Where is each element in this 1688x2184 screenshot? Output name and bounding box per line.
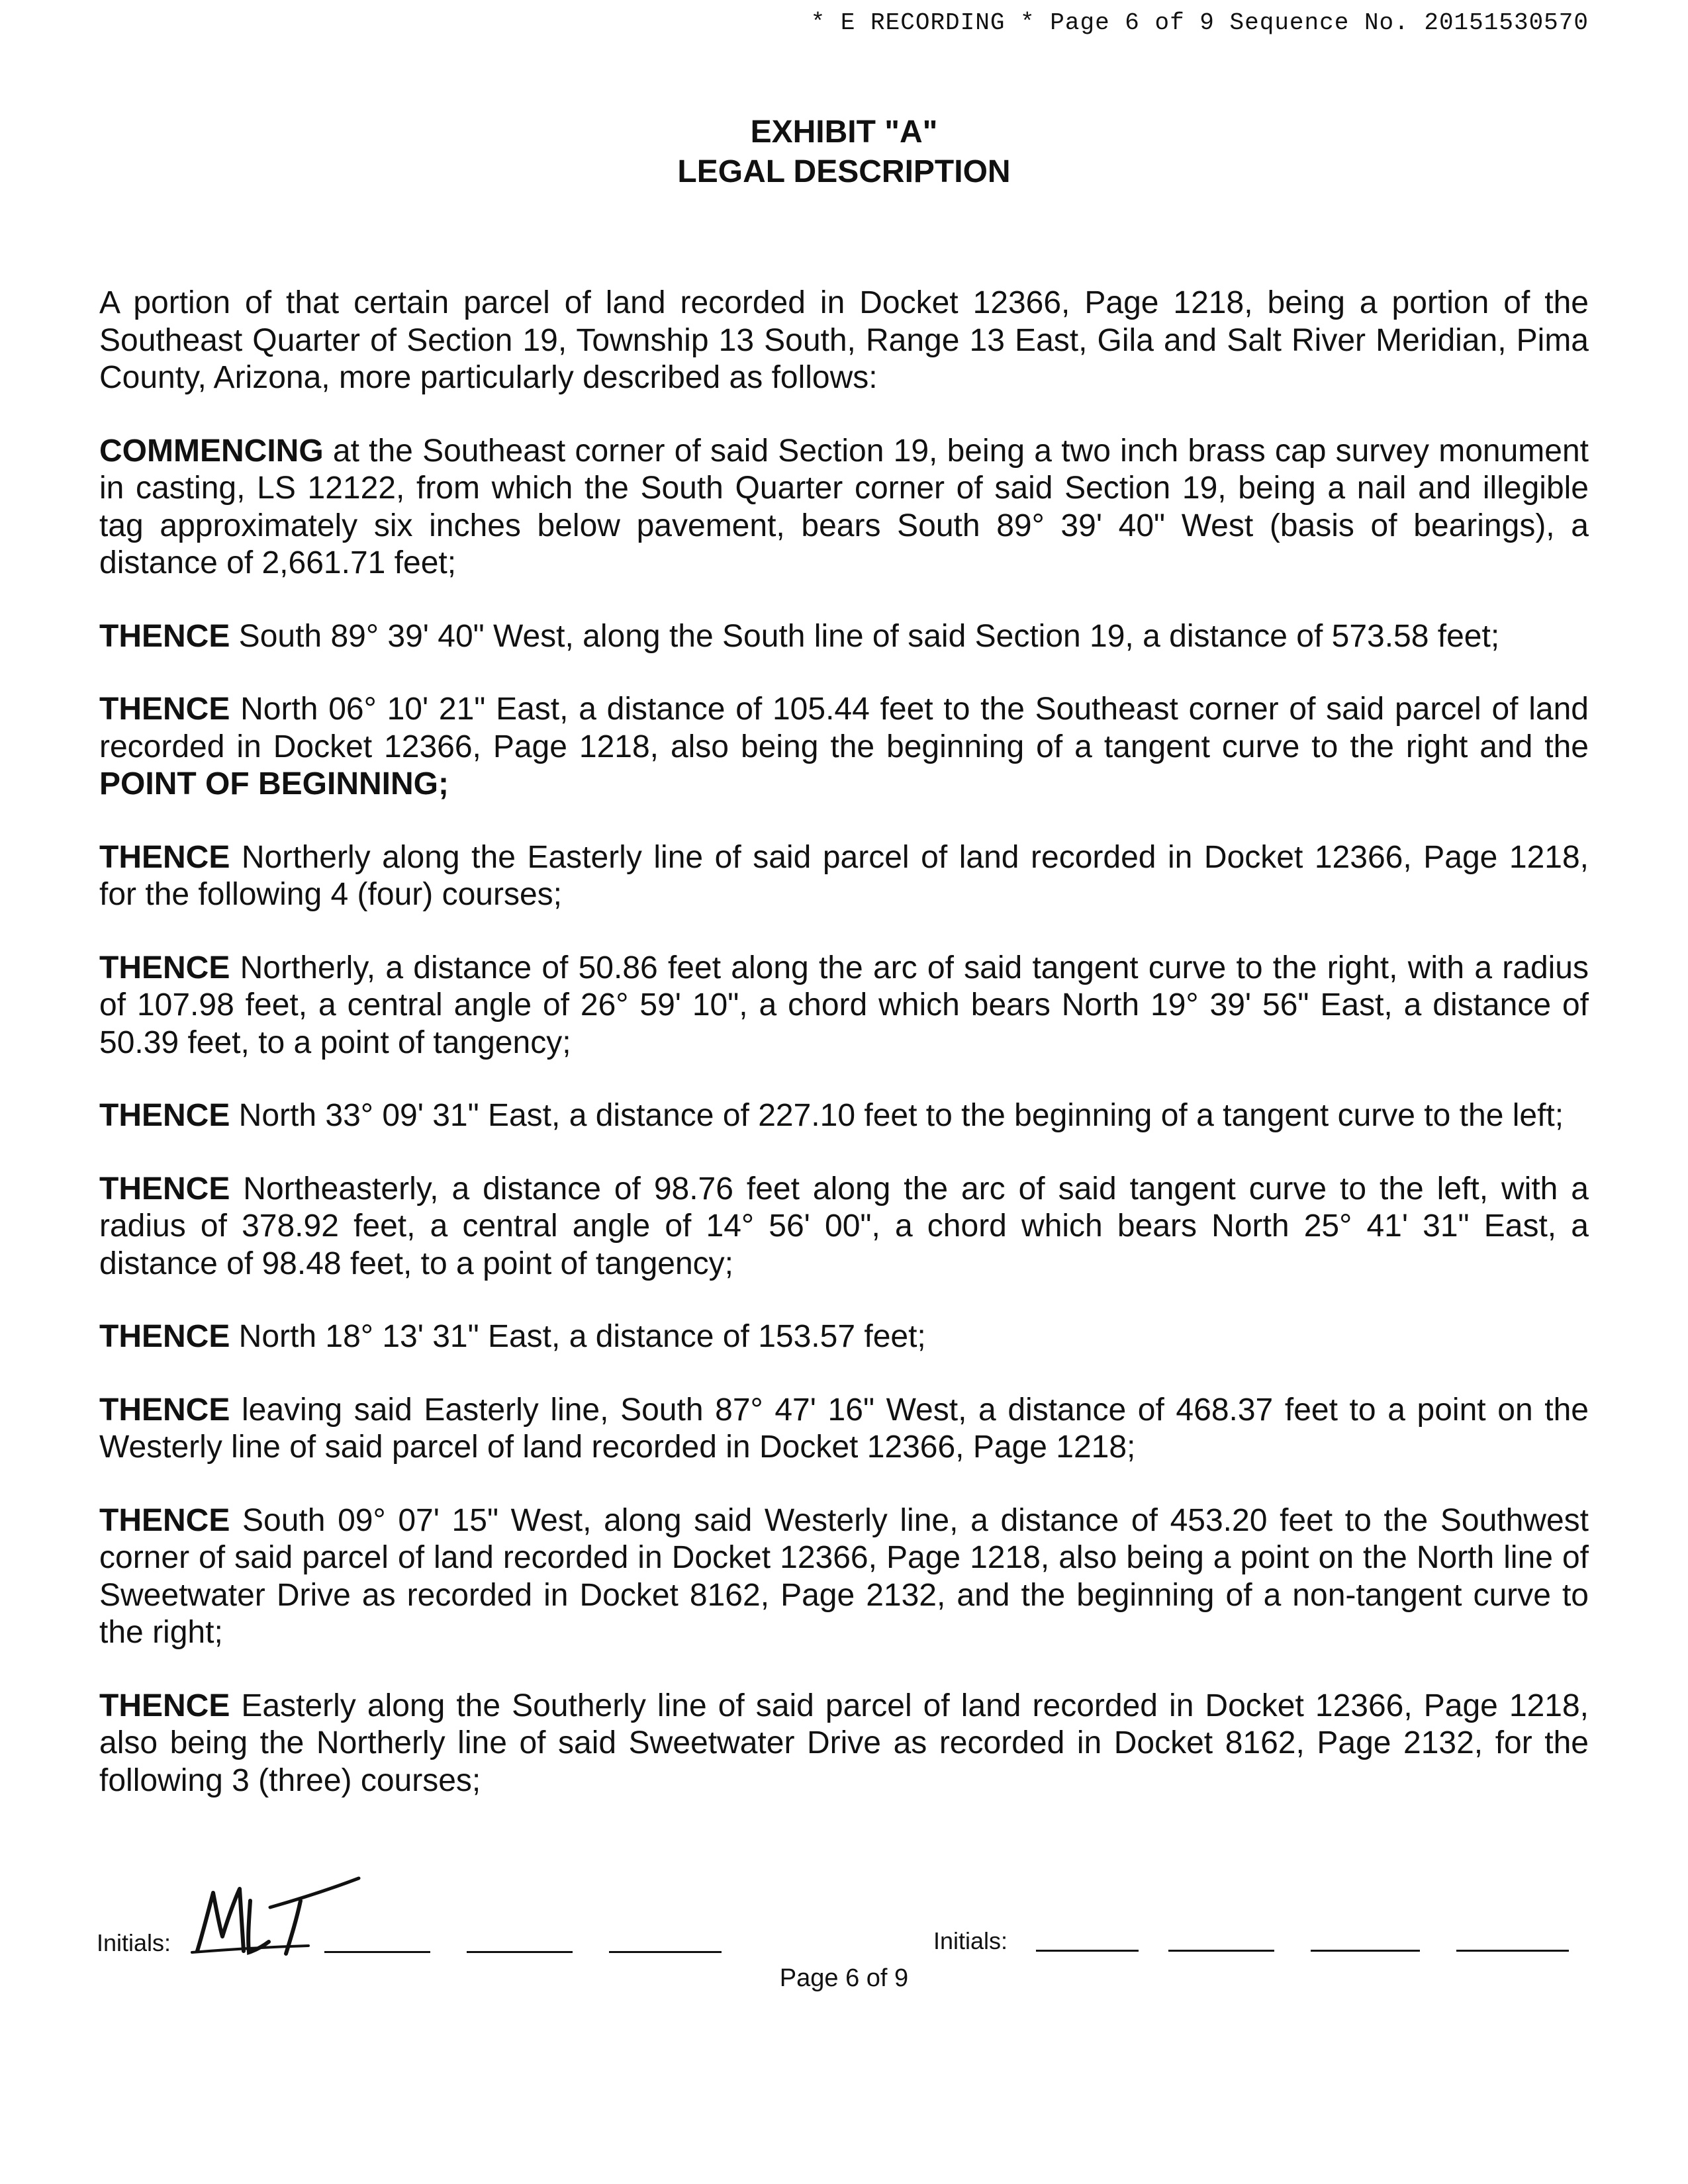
initials-blank[interactable] [1168,1950,1274,1952]
paragraph-text: at the Southeast corner of said Section 19, being a two inch brass cap survey monument in casting, LS 12122, from which the South Quarter corner of said Section 19, being a nail and illegible tag approximately six inches below pavement, bears South 89° 39' 40" West (basis of bearings), a distance of 2,661.71 feet; [99,433,1589,580]
page-footer [0,1853,1688,2025]
paragraph [99,839,1589,914]
exhibit-title-block [0,113,1688,192]
paragraph-lead: THENCE [99,1319,230,1354]
paragraph-lead: THENCE [99,618,230,654]
paragraph-text: Northerly, a distance of 50.86 feet along the arc of said tangent curve to the right, with a radius of 107.98 feet, a central angle of 26° 59' 10", a chord which bears North 19° 39' 56" East, a distance of 50.39 feet, to a point of tangency; [99,950,1589,1060]
paragraph [99,1392,1589,1467]
paragraph [99,950,1589,1062]
initials-label-left: Initials: [97,1929,171,1956]
paragraph-text: Easterly along the Southerly line of said parcel of land recorded in Docket 12366, Page 1218, also being the Northerly line of said Sweetwater Drive as recorded in Docket 8162, Page 2132, for the following 3 (three) courses; [99,1688,1589,1798]
paragraph-lead: THENCE [99,839,230,875]
paragraph-text: North 33° 09' 31" East, a distance of 227.10 feet to the beginning of a tangent curve to the left; [230,1098,1564,1133]
recording-header: * E RECORDING * Page 6 of 9 Sequence No. 20151530570 [810,9,1589,36]
exhibit-title: EXHIBIT "A" [750,114,938,150]
paragraph-text: Northerly along the Easterly line of said parcel of land recorded in Docket 12366, Page 1218, for the following 4 (four) courses; [99,839,1589,912]
initials-blank[interactable] [467,1951,573,1953]
paragraph [99,1502,1589,1652]
initials-blank[interactable] [609,1951,722,1953]
paragraph [99,433,1589,582]
paragraph-lead: THENCE [99,1688,230,1723]
initials-label-right: Initials: [933,1927,1008,1954]
handwritten-initials-signature [179,1873,377,1959]
paragraph-lead: THENCE [99,692,230,727]
point-of-beginning: POINT OF BEGINNING; [99,766,449,801]
initials-blank[interactable] [1036,1950,1139,1952]
paragraph [99,618,1589,656]
legal-description-body [99,285,1589,1835]
initials-blank[interactable] [1456,1950,1569,1952]
paragraph [99,1171,1589,1283]
paragraph-lead: COMMENCING [99,433,324,469]
paragraph-lead: THENCE [99,1171,230,1206]
paragraph-text: South 09° 07' 15" West, along said Westerly line, a distance of 453.20 feet to the Southwest corner of said parcel of land recorded in Docket 12366, Page 1218, also being a point on the North line of Sweetwater Drive as recorded in Docket 8162, Page 2132, and the beginning of a non-tangent curve to the right; [99,1502,1589,1650]
paragraph-lead: THENCE [99,1098,230,1133]
paragraph-text: North 06° 10' 21" East, a distance of 105.44 feet to the Southeast corner of said parcel of land recorded in Docket 12366, Page 1218, also being the beginning of a tangent curve to the right and the [99,692,1589,764]
initials-blank[interactable] [1311,1950,1420,1952]
paragraph [99,691,1589,803]
paragraph-text: North 18° 13' 31" East, a distance of 153.57 feet; [230,1319,926,1354]
paragraph-text: South 89° 39' 40" West, along the South line of said Section 19, a distance of 573.58 feet; [230,618,1500,654]
paragraph [99,1318,1589,1356]
paragraph-text: A portion of that certain parcel of land recorded in Docket 12366, Page 1218, being a portion of the Southeast Quarter of Section 19, Township 13 South, Range 13 East, Gila and Salt River Meridian, Pima County, Arizona, more particularly described as follows: [99,285,1589,395]
paragraph [99,1688,1589,1800]
paragraph-lead: THENCE [99,950,230,985]
paragraph-text: leaving said Easterly line, South 87° 47' 16" West, a distance of 468.37 feet to a point on the Westerly line of said parcel of land recorded in Docket 12366, Page 1218; [99,1392,1589,1465]
paragraph-lead: THENCE [99,1502,230,1538]
legal-description-title: LEGAL DESCRIPTION [677,154,1011,189]
paragraph-lead: THENCE [99,1392,230,1428]
initials-blank[interactable] [324,1951,430,1953]
page-number: Page 6 of 9 [779,1964,909,1992]
paragraph [99,285,1589,397]
paragraph-text: Northeasterly, a distance of 98.76 feet along the arc of said tangent curve to the left, with a radius of 378.92 feet, a central angle of 14° 56' 00", a chord which bears North 25° 41' 31" East, a distance of 98.48 feet, to a point of tangency; [99,1171,1589,1281]
paragraph [99,1097,1589,1135]
